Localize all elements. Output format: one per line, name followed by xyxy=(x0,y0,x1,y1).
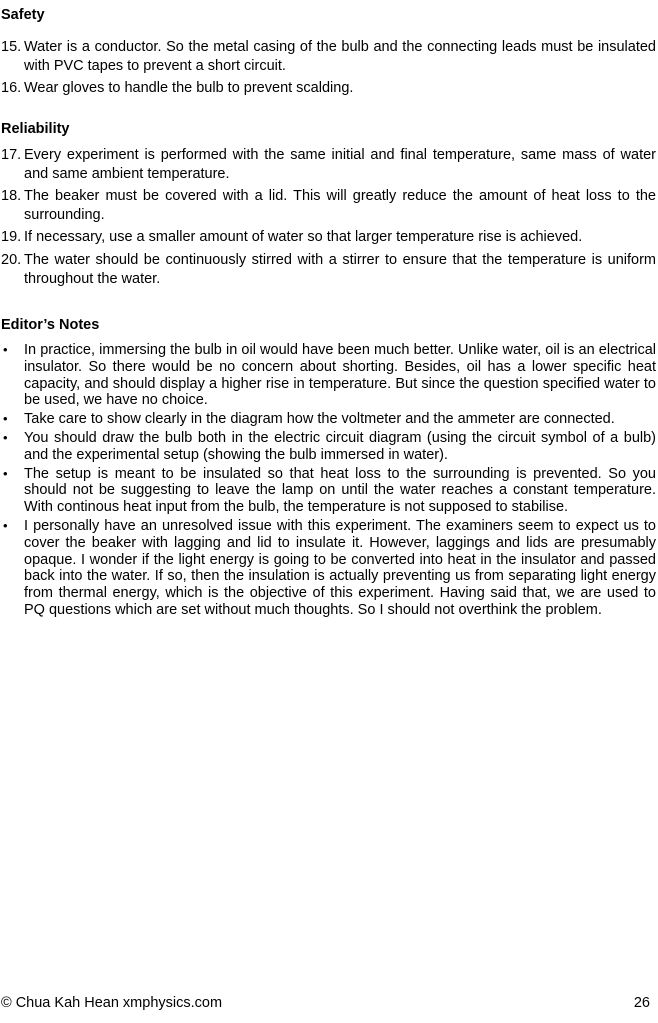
note-item xyxy=(0,518,658,619)
safety-item xyxy=(0,38,658,75)
note-text: I personally have an unresolved issue with this experiment. The examiners seem to expect us to cover the beaker with lagging and lid to insulate it. However, laggings and lids are presumably opaque. I wonder if the light energy is going to be converted into heat in the insulator and passed back into the water. If so, then the insulation is actually preventing us from separating light energy from thermal energy, which is the objective of this experiment. Having said that, we are used to PQ questions which are set without much thoughts. So I should not overthink the problem. xyxy=(24,517,656,618)
reliability-item xyxy=(0,146,658,183)
item-text: Water is a conductor. So the metal casing of the bulb and the connecting leads must be insulated with PVC tapes to prevent a short circuit. xyxy=(24,39,656,74)
note-item xyxy=(0,466,658,516)
item-text: Every experiment is performed with the same initial and final temperature, same mass of water and same ambient temperature. xyxy=(24,147,656,182)
note-text: Take care to show clearly in the diagram how the voltmeter and the ammeter are connected. xyxy=(24,411,615,428)
item-text: The water should be continuously stirred with a stirrer to ensure that the temperature is uniform throughout the water. xyxy=(24,251,656,287)
reliability-item xyxy=(0,251,658,288)
bullet-icon: • xyxy=(3,517,8,533)
reliability-heading: Reliability xyxy=(1,121,70,137)
page-number: 26 xyxy=(633,995,650,1011)
safety-section xyxy=(0,6,658,98)
editors-notes-heading: Editor’s Notes xyxy=(1,317,100,333)
reliability-item xyxy=(0,228,658,247)
copyright-text: © Chua Kah Hean xmphysics.com xyxy=(1,995,223,1011)
item-number: 15. xyxy=(1,39,22,55)
item-text: The beaker must be covered with a lid. This will greatly reduce the amount of heat loss to the surrounding. xyxy=(24,188,656,223)
item-number: 18. xyxy=(1,188,22,205)
bullet-icon: • xyxy=(3,342,8,357)
reliability-section xyxy=(0,120,658,288)
item-number: 20. xyxy=(1,251,22,268)
safety-item xyxy=(0,79,658,98)
note-item xyxy=(0,430,658,464)
reliability-item xyxy=(0,187,658,224)
bullet-icon: • xyxy=(3,465,8,481)
note-item xyxy=(0,342,658,409)
bullet-icon: • xyxy=(3,411,8,427)
editors-notes-section xyxy=(0,316,658,619)
note-text: The setup is meant to be insulated so that heat loss to the surrounding is prevented. So you should not be suggesting to leave the lamp on until the water reaches a constant temperature. With continous heat input from the bulb, the temperature is not supposed to stabilise. xyxy=(24,465,656,516)
item-number: 19. xyxy=(1,229,22,246)
item-number: 16. xyxy=(1,80,22,97)
note-text: In practice, immersing the bulb in oil would have been much better. Unlike water, oil is an electrical insulator. So there would be no concern about shorting. Besides, oil has a lower specific heat capacity, and should display a higher rise in temperature. But since the question specified water to be used, we have no choice. xyxy=(24,342,656,409)
bullet-icon: • xyxy=(3,429,8,445)
note-item xyxy=(0,411,658,428)
item-number: 17. xyxy=(1,147,22,163)
safety-heading: Safety xyxy=(1,7,45,23)
note-text: You should draw the bulb both in the electric circuit diagram (using the circuit symbol of a bulb) and the experimental setup (showing the bulb immersed in water). xyxy=(24,429,656,463)
item-text: If necessary, use a smaller amount of water so that larger temperature rise is achieved. xyxy=(24,229,583,246)
item-text: Wear gloves to handle the bulb to prevent scalding. xyxy=(24,80,354,97)
